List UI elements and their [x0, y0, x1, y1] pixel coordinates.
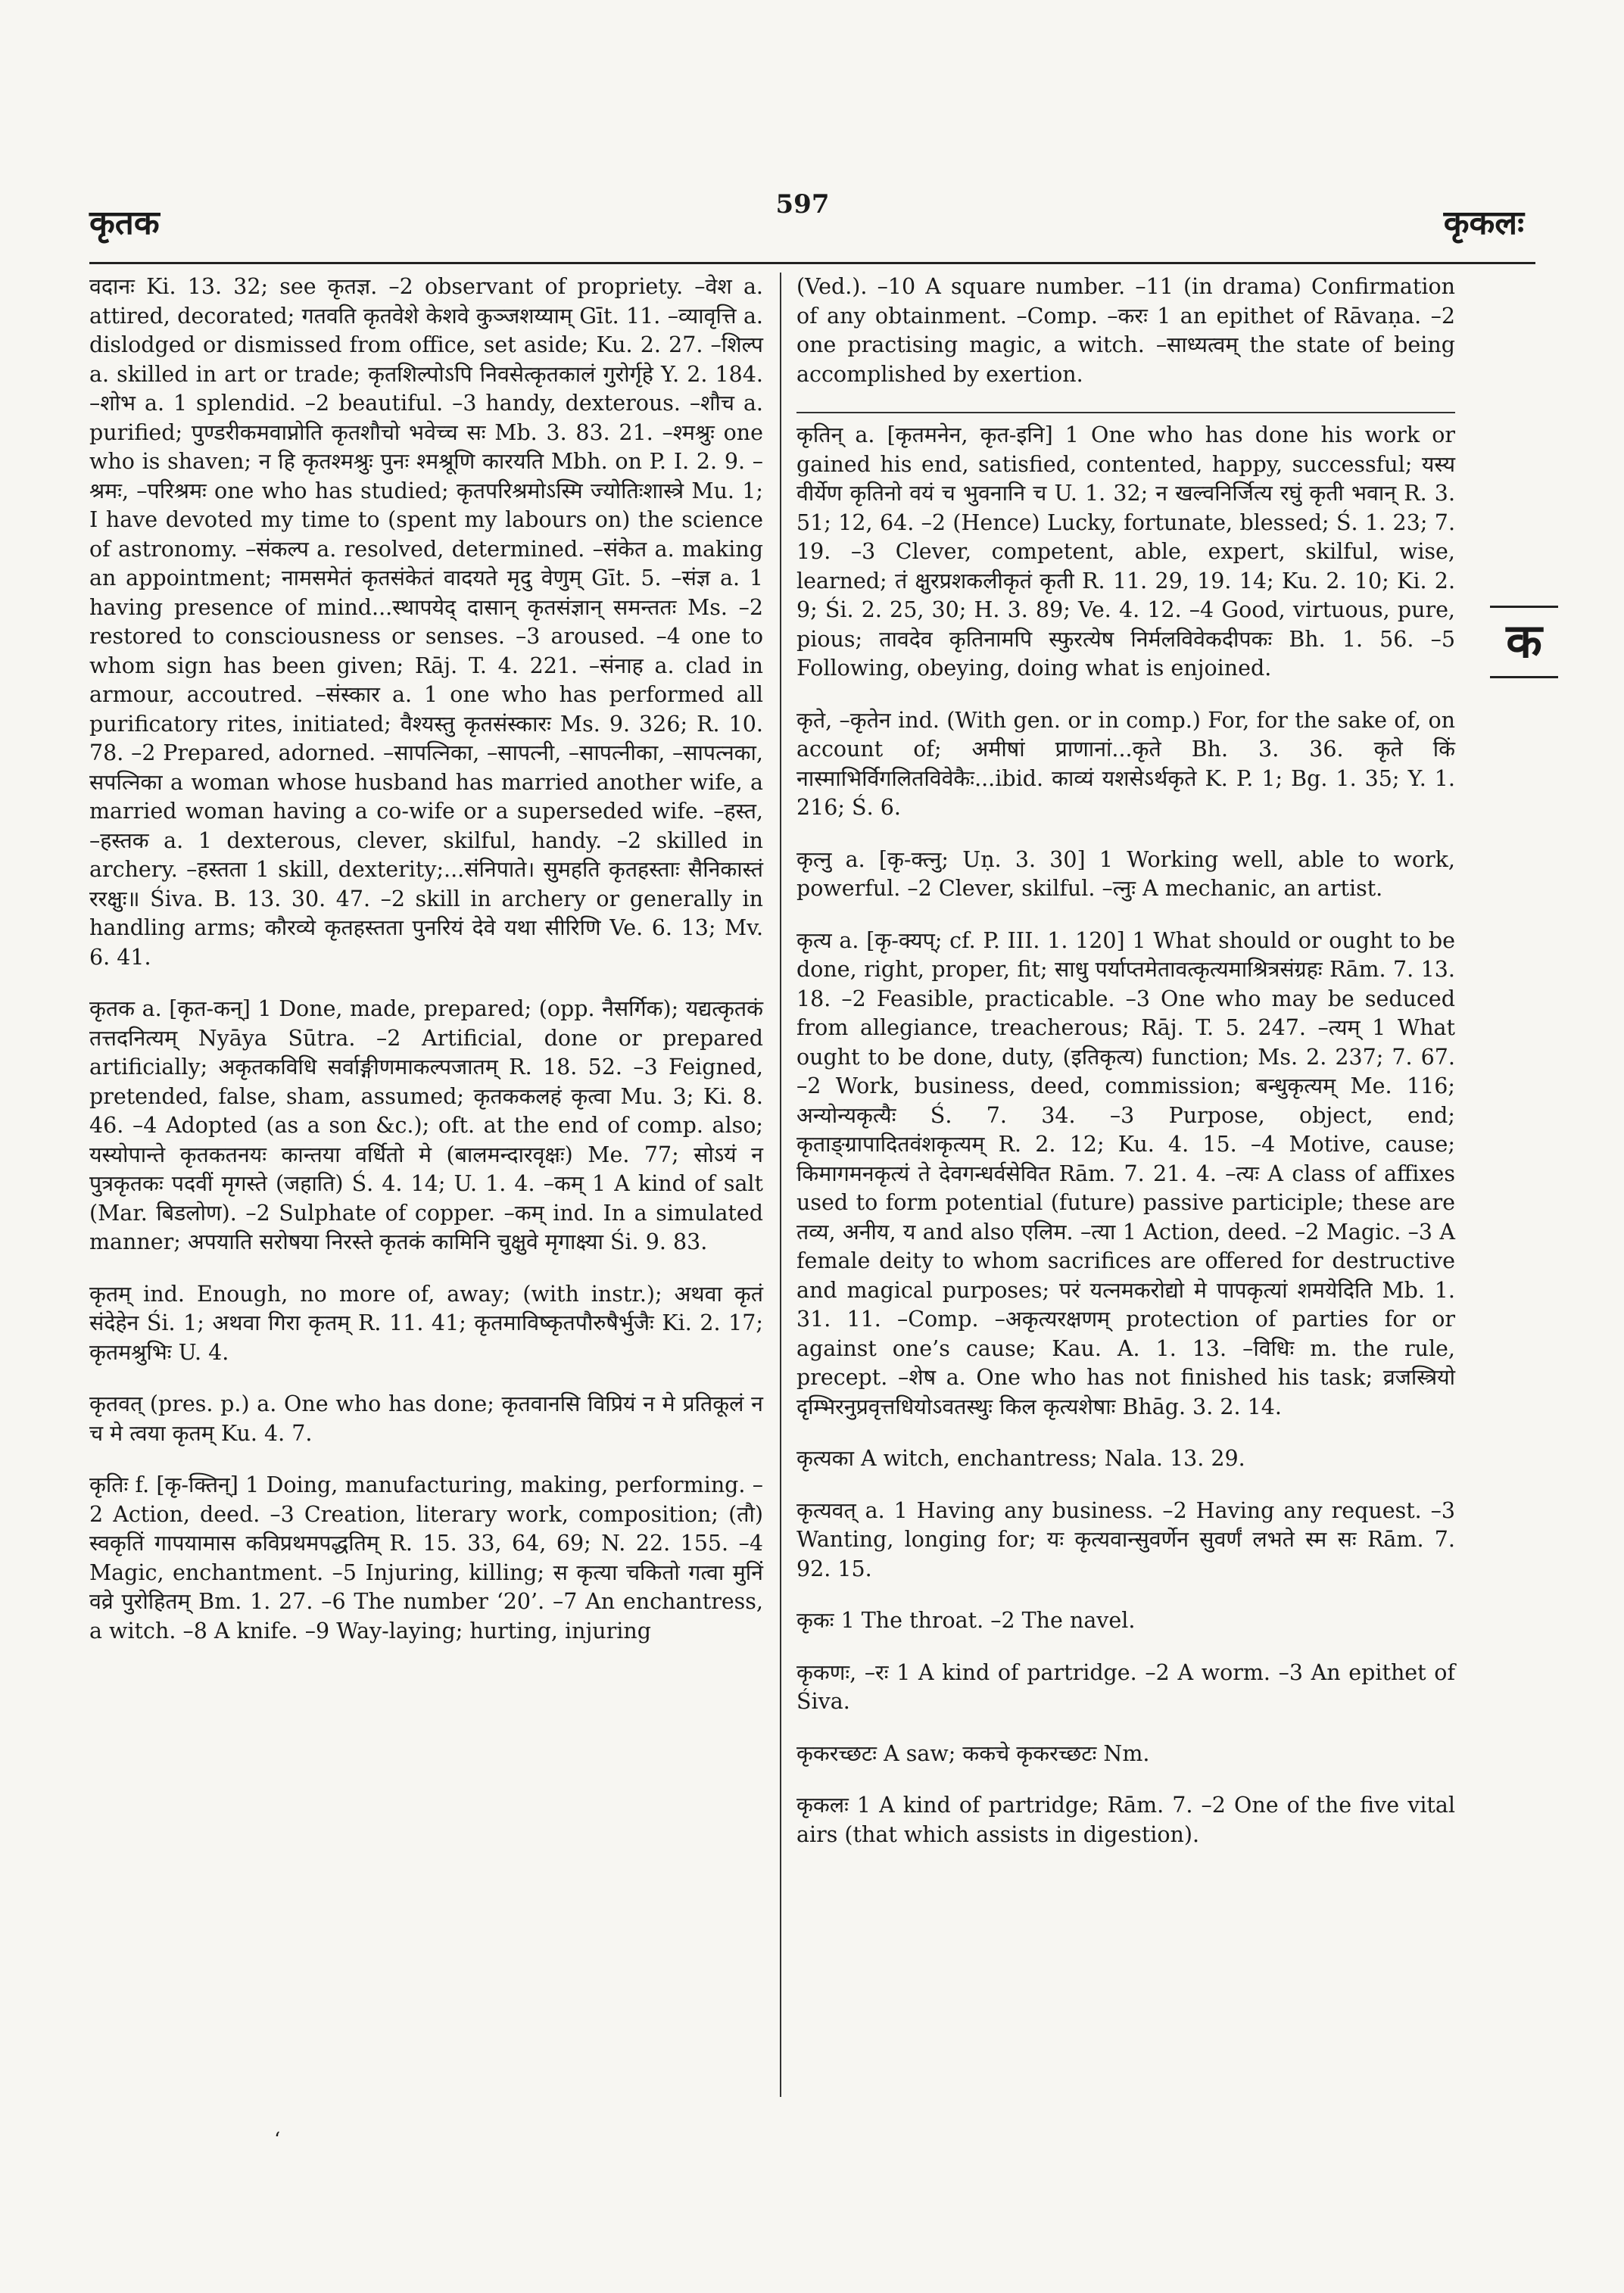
left-column	[89, 273, 763, 1668]
entry-kritnu: कृत्नु a. [कृ-क्त्नु; Uṇ. 3. 30] 1 Working well, able to work, powerful. –2 Clever, skilful. –त्नुः A mechanic, an artist.	[796, 846, 1455, 901]
entry-krikala: कृकलः 1 A kind of partridge; Rām. 7. –2 One of the five vital airs (that which assists in digestion).	[796, 1793, 1455, 1847]
page-number: 597	[775, 189, 830, 220]
entry-kriti-continuation: (Ved.). –10 A square number. –11 (in drama) Confirmation of any obtainment. –Comp. –करः 1 an epithet of Rāvaṇa. –2 one practising magic, a witch. –साध्यत्वम् the state of being accomplished by exertion.	[796, 274, 1455, 387]
thumb-index-tab: क	[1490, 606, 1558, 678]
entry-kritam: कृतम् ind. Enough, no more of, away; (with instr.); अथवा कृतं संदेहेन Śi. 1; अथवा गिरा कृतम् R. 11. 41; कृतमाविष्कृतपौरुषैर्भुजैः Ki. 2. 17; कृतमश्रुभिः U. 4.	[89, 1281, 763, 1365]
entry-kriti: कृतिः f. [कृ-क्तिन्] 1 Doing, manufacturing, making, performing. –2 Action, deed. –3 Creation, literary work, composition; (तौ) स्वकृतिं गापयामास कविप्रथमपद्धतिम् R. 15. 33, 64, 69; N. 22. 155. –4 Magic, enchantment. –5 Injuring, killing; स कृत्या चकितो गत्वा मुनिं वव्रे पुरोहितम् Bm. 1. 27. –6 The number ‘20’. –7 An enchantress, a witch. –8 A knife. –9 Way-laying; hurting, injuring	[89, 1472, 763, 1643]
entry-krite: कृते, –कृतेन ind. (With gen. or in comp.) For, for the sake of, on account of; अमीषां प्राणानां...कृते Bh. 3. 36. कृते किं नास्माभिर्विगलितविवेकैः...ibid. काव्यं यशसेऽर्थकृते K. P. 1; Bg. 1. 35; Y. 1. 216; Ś. 6.	[796, 707, 1455, 820]
stray-mark: ‘	[274, 2129, 281, 2151]
column-divider	[780, 273, 781, 2097]
entry-kritavat: कृतवत् (pres. p.) a. One who has done; कृतवानसि विप्रियं न मे प्रतिकूलं न च मे त्वया कृतम् Ku. 4. 7.	[89, 1391, 763, 1446]
header-rule	[89, 262, 1535, 264]
entry-kritin: कृतिन् a. [कृतमनेन, कृत-इनि] 1 One who has done his work or gained his end, satisfied, contented, happy, successful; यस्य वीर्येण कृतिनो वयं च भुवनानि च U. 1. 32; न खल्वनिर्जित्य रघुं कृती भवान् R. 3. 51; 12, 64. –2 (Hence) Lucky, fortunate, blessed; Ś. 1. 23; 7. 19. –3 Clever, competent, able, expert, skilful, wise, learned; तं क्षुरप्रशकलीकृतं कृती R. 11. 29, 19. 14; Ku. 2. 10; Ki. 2. 9; Śi. 2. 25, 30; H. 3. 89; Ve. 4. 12. –4 Good, virtuous, pure, pious; तावदेव कृतिनामपि स्फुरत्येष निर्मलविवेकदीपकः Bh. 1. 56. –5 Following, obeying, doing what is enjoined.	[796, 412, 1455, 684]
entry-krikaracchata: कृकरच्छटः A saw; ककचे कृकरच्छटः Nm.	[796, 1740, 1150, 1766]
entry-kritaka: कृतक a. [कृत-कन्] 1 Done, made, prepared; (opp. नैसर्गिक); यद्यत्कृतकं तत्तदनित्यम् Nyāya Sūtra. –2 Artificial, done or prepared artificially; अकृतकविधि सर्वाङ्गीणमाकल्पजातम् R. 18. 52. –3 Feigned, pretended, false, sham, assumed; कृतककलहं कृत्वा Mu. 3; Ki. 8. 46. –4 Adopted (as a son &c.); oft. at the end of comp. also; यस्योपान्ते कृतकतनयः कान्तया वर्धितो मे (बालमन्दारवृक्षः) Me. 77; सोऽयं न पुत्रकृतकः पदवीं मृगस्ते (जहाति) Ś. 4. 14; U. 1. 4. –कम् 1 A kind of salt (Mar. बिडलोण). –2 Sulphate of copper. –कम् ind. In a simulated manner; अपयाति सरोषया निरस्ते कृतकं कामिनि चुक्षुवे मृगाक्ष्या Śi. 9. 83.	[89, 996, 763, 1254]
entry-krityavat: कृत्यवत् a. 1 Having any business. –2 Having any request. –3 Wanting, longing for; यः कृत्यवान्सुवर्णेन सुवर्णं लभते स्म सः Rām. 7. 92. 15.	[796, 1497, 1455, 1581]
right-column	[796, 273, 1455, 1872]
running-headword-right: कृकलः	[1443, 204, 1524, 242]
entry-kritajna-continuation: वदानः Ki. 13. 32; see कृतज्ञ. –2 observant of propriety. –वेश a. attired, decorated; गतवति कृतवेशे केशवे कुञ्जशय्याम् Gīt. 11. –व्यावृत्ति a. dislodged or dismissed from office, set aside; Ku. 2. 27. –शिल्प a. skilled in art or trade; कृतशिल्पोऽपि निवसेत्कृतकालं गुरोर्गृहे Y. 2. 184. –शोभ a. 1 splendid. –2 beautiful. –3 handy, dexterous. –शौच a. purified; पुण्डरीकमवाप्नोति कृतशौचो भवेच्च सः Mb. 3. 83. 21. –श्मश्रुः one who is shaven; न हि कृतश्मश्रुः पुनः श्मश्रूणि कारयति Mbh. on P. I. 2. 9. –श्रमः, –परिश्रमः one who has studied; कृतपरिश्रमोऽस्मि ज्योतिःशास्त्रे Mu. 1; I have devoted my time to (spent my labours on) the science of astronomy. –संकल्प a. resolved, determined. –संकेत a. making an appointment; नामसमेतं कृतसंकेतं वादयते मृदु वेणुम् Gīt. 5. –संज्ञ a. 1 having presence of mind...स्थापयेद् दासान् कृतसंज्ञान् समन्ततः Ms. –2 restored to consciousness or senses. –3 aroused. –4 one to whom sign has been given; Rāj. T. 4. 221. –संनाह a. clad in armour, accoutred. –संस्कार a. 1 one who has performed all purificatory rites, initiated; वैश्यस्तु कृतसंस्कारः Ms. 9. 326; R. 10. 78. –2 Prepared, adorned. –सापत्निका, –सापत्नी, –सापत्नीका, –सापत्नका, सपत्निका a woman whose husband has married another wife, a married woman having a co-wife or a superseded wife. –हस्त, –हस्तक a. 1 dexterous, clever, skilful, handy. –2 skilled in archery. –हस्तता 1 skill, dexterity;...संनिपाते। सुमहति कृतहस्ताः सैनिकास्तं ररक्षुः॥ Śiva. B. 13. 30. 47. –2 skill in archery or generally in handling arms; कौरव्ये कृतहस्तता पुनरियं देवे यथा सीरिणि Ve. 6. 13; Mv. 6. 41.	[89, 274, 763, 970]
entry-krityaka: कृत्यका A witch, enchantress; Nala. 13. 29.	[796, 1446, 1245, 1471]
entry-krika: कृकः 1 The throat. –2 The navel.	[796, 1608, 1136, 1633]
running-headword-left: कृतक	[89, 204, 160, 242]
entry-krikana: कृकणः, –रः 1 A kind of partridge. –2 A worm. –3 An epithet of Śiva.	[796, 1659, 1455, 1714]
entry-kritya: कृत्य a. [कृ-क्यप्; cf. P. III. 1. 120] 1 What should or ought to be done, right, proper, fit; साधु पर्याप्तमेतावत्कृत्यमाश्रित्रसंग्रहः Rām. 7. 13. 18. –2 Feasible, practicable. –3 One who may be seduced from allegiance, treacherous; Rāj. T. 5. 247. –त्यम् 1 What ought to be done, duty, (इतिकृत्य) function; Ms. 2. 237; 7. 67. –2 Work, business, deed, commission; बन्धुकृत्यम् Me. 116; अन्योन्यकृत्यैः Ś. 7. 34. –3 Purpose, object, end; कृताङ्ग्रापादितवंशकृत्यम् R. 2. 12; Ku. 4. 15. –4 Motive, cause; किमागमनकृत्यं ते देवगन्धर्वसेवित Rām. 7. 21. 4. –त्यः A class of affixes used to form potential (future) passive participle; these are तव्य, अनीय, य and also एलिम. –त्या 1 Action, deed. –2 Magic. –3 A female deity to whom sacrifices are offered for destructive and magical purposes; परं यत्नमकरोद्यो मे पापकृत्यां शमयेदिति Mb. 1. 31. 11. –Comp. –अकृत्यरक्षणम् protection of parties for or against one’s cause; Kau. A. 1. 13. –विधिः m. the rule, precept. –शेष a. One who has not finished his task; व्रजस्त्रियो दृम्भिरनुप्रवृत्तधियोऽवतस्थुः किल कृत्यशेषाः Bhāg. 3. 2. 14.	[796, 927, 1455, 1419]
